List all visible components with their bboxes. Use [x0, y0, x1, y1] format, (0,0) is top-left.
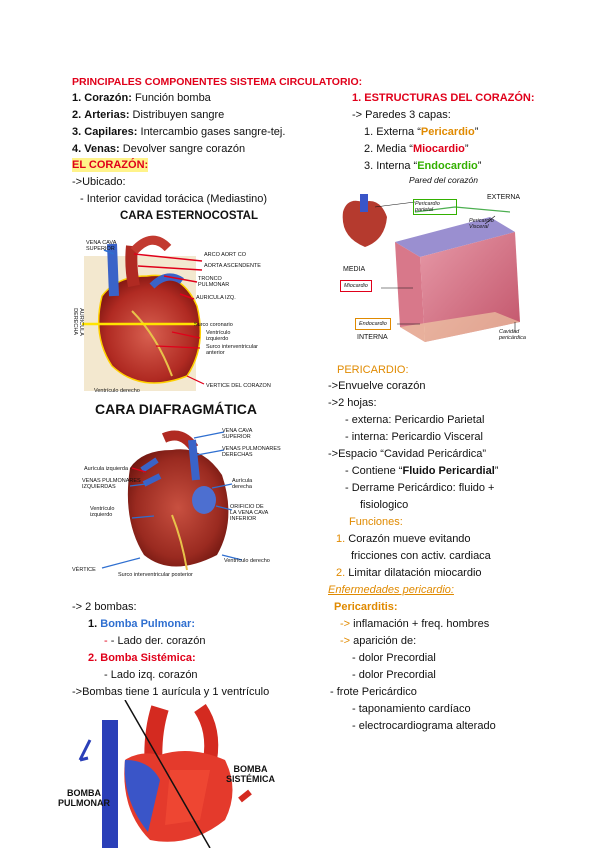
- label-arco-aortico: ARCO AORT CO: [204, 252, 246, 258]
- capa-externa: 1. Externa “Pericardio”: [364, 126, 479, 138]
- label-bomba-pulmonar: BOMBA PULMONAR: [58, 788, 110, 808]
- label-venas-pulmonares-izquierdas: VENAS PULMONARES IZQUIERDAS: [82, 478, 141, 490]
- derrame-label: - Derrame Pericárdico: fluido +: [345, 482, 495, 494]
- list-item: 3. Capilares: Intercambio gases sangre-tej.: [72, 126, 286, 138]
- section-title-corazon: EL CORAZÓN:: [72, 159, 149, 171]
- label-miocardio: Miocardio: [340, 280, 372, 292]
- label-vertice: VERTICE DEL CORAZON: [206, 383, 271, 389]
- heart-esternocostal-figure: [72, 226, 282, 396]
- list-item: 4. Venas: Devolver sangre corazón: [72, 143, 246, 155]
- heart-wall-figure: [335, 172, 535, 347]
- dolor-2: - dolor Precordial: [352, 669, 436, 681]
- funcion-2: 2. Limitar dilatación miocardio: [336, 567, 482, 579]
- label-cavidad-pericardica: Cavidad pericárdica: [499, 329, 526, 341]
- bomba-pulmonar: 1. Bomba Pulmonar:: [88, 618, 195, 630]
- electrocardiograma-label: - electrocardiograma alterado: [352, 720, 496, 732]
- label-surco-interventricular: Surco interventricular anterior: [206, 344, 258, 356]
- hoja-externa: - externa: Pericardio Parietal: [345, 414, 485, 426]
- ubicado-detail: - Interior cavidad torácica (Mediastino): [80, 193, 268, 205]
- label-aorta-ascendente: AORTA ASCENDENTE: [204, 263, 261, 269]
- label-ventriculo-derecho: Ventrículo derecho: [94, 388, 140, 394]
- label-vena-cava-superior: VENA CAVA SUPERIOR: [86, 240, 117, 252]
- label-pared-corazon: Pared del corazón: [409, 175, 478, 185]
- contiene-label: - Contiene “Fluido Pericardial”: [345, 465, 499, 477]
- label-auricula-izq: AURICULA IZQ.: [196, 295, 236, 301]
- bomba-sistemica: 2. Bomba Sistémica:: [88, 652, 196, 664]
- label-surco-coronario: Surco coronario: [194, 322, 233, 328]
- derrame-label-2: fisiologico: [360, 499, 409, 511]
- dolor-1: - dolor Precordial: [352, 652, 436, 664]
- pericardio-title: PERICARDIO:: [337, 364, 409, 376]
- label-ventriculo-izquierdo: Ventrículo izquierdo: [206, 330, 231, 342]
- envuelve-label: ->Envuelve corazón: [328, 380, 426, 392]
- label-venas-pulmonares-derechas: VENAS PULMONARES DERECHAS: [222, 446, 281, 458]
- section-title-estructuras: 1. ESTRUCTURAS DEL CORAZÓN:: [352, 92, 535, 104]
- label-auricula-derecha: AURICULA DERECHA: [71, 308, 84, 336]
- funcion-1: 1. Corazón mueve evitando: [336, 533, 471, 545]
- label-interna: INTERNA: [357, 334, 388, 341]
- pericarditis-item-2: -> aparición de:: [340, 635, 417, 647]
- label-auricula-derecha-2: Aurícula derecha: [232, 478, 253, 490]
- capa-interna: 3. Interna “Endocardio”: [364, 160, 482, 172]
- page-title: PRINCIPALES COMPONENTES SISTEMA CIRCULATORIO:: [72, 76, 363, 88]
- label-bomba-sistemica: BOMBA SISTÉMICA: [226, 764, 276, 784]
- label-media: MEDIA: [343, 266, 366, 273]
- figure-title-esternocostal: CARA ESTERNOCOSTAL: [120, 210, 258, 222]
- label-pericardio-parietal: Pericardio parietal: [413, 199, 457, 215]
- frote-label: - frote Pericárdico: [330, 686, 417, 698]
- label-tronco-pulmonar: TRONCO PULMONAR: [198, 276, 230, 288]
- taponamiento-label: - taponamiento cardíaco: [352, 703, 471, 715]
- label-surco-interventricular-posterior: Surco interventricular posterior: [118, 572, 193, 578]
- label-vertice-2: VÉRTICE: [72, 567, 96, 573]
- hojas-label: ->2 hojas:: [328, 397, 377, 409]
- label-externa: EXTERNA: [487, 194, 521, 201]
- ubicado-label: ->Ubicado:: [72, 176, 126, 188]
- funciones-title: Funciones:: [349, 516, 403, 528]
- heart-pumps-figure: [50, 700, 300, 848]
- espacio-label: ->Espacio “Cavidad Pericárdica”: [328, 448, 487, 460]
- label-endocardio: Endocardio: [355, 318, 391, 330]
- label-pericardio-visceral: Pericardio Visceral: [469, 218, 494, 230]
- label-ventriculo-derecho-2: Ventrículo derecho: [224, 558, 270, 564]
- pericarditis-item-1: -> inflamación + freq. hombres: [340, 618, 490, 630]
- bombas-auricula: ->Bombas tiene 1 aurícula y 1 ventrículo: [72, 686, 270, 698]
- hoja-interna: - interna: Pericardio Visceral: [345, 431, 483, 443]
- label-vena-cava-superior-2: VENA CAVA SUPERIOR: [222, 428, 253, 440]
- label-auricula-izquierda: Aurícula izquierda: [84, 466, 129, 472]
- figure-title-diafragmatica: CARA DIAFRAGMÁTICA: [95, 401, 258, 417]
- heart-diafragmatica-figure: [72, 420, 282, 585]
- label-orificio-vena-cava-inferior: ORIFICIO DE LA VENA CAVA INFERIOR: [230, 504, 269, 522]
- bomba-pulmonar-detail: - - Lado der. corazón: [104, 635, 206, 647]
- capa-media: 2. Media “Miocardio”: [364, 143, 469, 155]
- bombas-intro: -> 2 bombas:: [72, 601, 137, 613]
- pericarditis-title: Pericarditis:: [334, 601, 398, 613]
- paredes-label: -> Paredes 3 capas:: [352, 109, 451, 121]
- list-item: 1. Corazón: Función bomba: [72, 92, 211, 104]
- enfermedades-title: Enfermedades pericardio:: [328, 584, 454, 596]
- list-item: 2. Arterias: Distribuyen sangre: [72, 109, 225, 121]
- bomba-sistemica-detail: - Lado izq. corazón: [104, 669, 198, 681]
- label-ventriculo-izquierdo-2: Ventrículo izquierdo: [90, 506, 115, 518]
- funcion-1b: fricciones con activ. cardiaca: [351, 550, 491, 562]
